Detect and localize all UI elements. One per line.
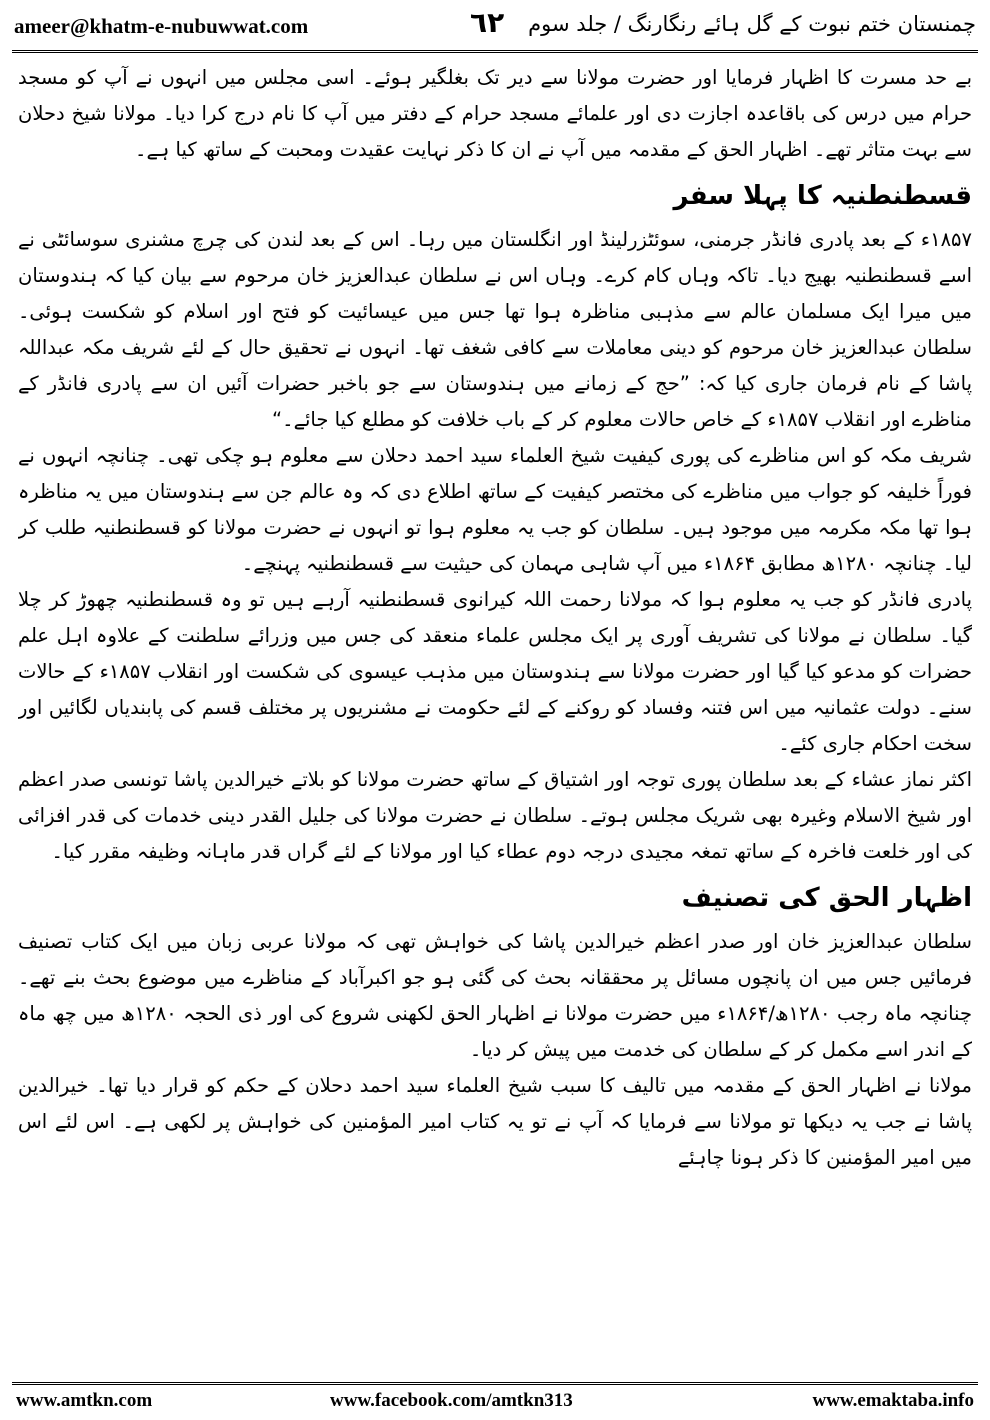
paragraph-2: ۱۸۵۷ء کے بعد پادری فانڈر جرمنی، سوئٹزرلینڈ اور انگلستان میں رہا۔ اس کے بعد لندن کی چرچ مشنری سوسائٹی نے اسے قسطنطنیہ بھیج دیا۔ تاکہ وہاں کام کرے۔ وہاں اس نے سلطان عبدالعزیز خان مرحوم سے بیان کیا کہ ہندوستان میں میرا ایک مسلمان عالم سے مذہبی مناظرہ ہوا تھا جس میں عیسائیت کو فتح اور اسلام کو شکست ہوئی۔ سلطان عبدالعزیز خان مرحوم کو دینی معاملات سے کافی شغف تھا۔ انہوں نے تحقیق حال کے لئے شریف مکہ عبداللہ پاشا کے نام فرمان جاری کیا کہ: ”حج کے زمانے میں ہندوستان سے جو باخبر حضرات آئیں ان سے پادری فانڈر کے مناظرے اور انقلاب ۱۸۵۷ء کے خاص حالات معلوم کر کے باب خلافت کو مطلع کیا جائے۔“	[18, 228, 972, 431]
header-divider	[12, 50, 978, 53]
footer-link-facebook[interactable]: www.facebook.com/amtkn313	[330, 1390, 573, 1411]
paragraph-4: پادری فانڈر کو جب یہ معلوم ہوا کہ مولانا رحمت اللہ کیرانوی قسطنطنیہ آرہے ہیں تو وہ قسطنطنیہ چھوڑ کر چلا گیا۔ سلطان نے مولانا کی تشریف آوری پر ایک مجلس علماء منعقد کی جس میں وزرائے سلطنت کے علاوہ اہل علم حضرات کو مدعو کیا گیا اور حضرت مولانا سے ہندوستان میں مذہب عیسوی کی شکست اور انقلاب ۱۸۵۷ء کے حالات سنے۔ دولت عثمانیہ میں اس فتنہ وفساد کو روکنے کے لئے حکومت نے مشنریوں پر مختلف قسم کی پابندیاں لگائیں اور سخت احکام جاری کئے۔	[18, 588, 972, 755]
page-footer	[0, 1386, 990, 1420]
footer-divider	[12, 1382, 978, 1385]
paragraph-3: شریف مکہ کو اس مناظرے کی پوری کیفیت شیخ العلماء سید احمد دحلان سے معلوم ہو چکی تھی۔ چنانچہ انہوں نے فوراً خلیفہ کو جواب میں مناظرے کی مختصر کیفیت کے ساتھ اطلاع دی کہ وہ عالم جن سے ہندوستان میں یہ مناظرہ ہوا تھا مکہ مکرمہ میں موجود ہیں۔ سلطان کو جب یہ معلوم ہوا تو انہوں نے حضرت مولانا کو قسطنطنیہ طلب کر لیا۔ چنانچہ ۱۲۸۰ھ مطابق ۱۸۶۴ء میں آپ شاہی مہمان کی حیثیت سے قسطنطنیہ پہنچے۔	[18, 444, 972, 575]
footer-link-emaktaba[interactable]: www.emaktaba.info	[812, 1390, 974, 1411]
section-heading-izhar-ul-haq: اظہار الحق کی تصنیف	[681, 883, 972, 913]
paragraph-1: بے حد مسرت کا اظہار فرمایا اور حضرت مولانا سے دیر تک بغلگیر ہوئے۔ اسی مجلس میں انہوں نے آپ کو مسجد حرام میں درس کی باقاعدہ اجازت دی اور علمائے مسجد حرام کے دفتر میں آپ کا نام درج کرا دیا۔ مولانا شیخ دحلان سے بہت متاثر تھے۔ اظہار الحق کے مقدمہ میں آپ نے ان کا ذکر نہایت عقیدت ومحبت کے ساتھ کیا ہے۔	[18, 66, 972, 161]
paragraph-6: سلطان عبدالعزیز خان اور صدر اعظم خیرالدین پاشا کی خواہش تھی کہ مولانا عربی زبان میں ایک کتاب تصنیف فرمائیں جس میں ان پانچوں مسائل پر محققانہ بحث کی گئی ہو جو اکبرآباد کے مناظرے میں موضوع بحث بنے تھے۔ چنانچہ ماہ رجب ۱۲۸۰ھ/۱۸۶۴ء میں حضرت مولانا نے اظہار الحق لکھنی شروع کی اور ذی الحجہ ۱۲۸۰ھ میں چھ ماہ کے اندر اسے مکمل کر کے سلطان کی خدمت میں پیش کر دیا۔	[18, 930, 972, 1061]
book-title: چمنستان ختم نبوت کے گل ہائے رنگارنگ / جلد سوم	[528, 12, 976, 36]
paragraph-7: مولانا نے اظہار الحق کے مقدمہ میں تالیف کا سبب شیخ العلماء سید احمد دحلان کے حکم کو قرار دیا تھا۔ خیرالدین پاشا نے جب یہ دیکھا تو مولانا سے فرمایا کہ آپ نے تو یہ کتاب امیر المؤمنین کی خواہش پر لکھی ہے۔ اس لئے اس میں امیر المؤمنین کا ذکر ہونا چاہئے	[18, 1074, 972, 1169]
page-header	[0, 0, 990, 56]
page-number: ٦٢	[470, 6, 505, 39]
page-body	[18, 60, 972, 1376]
footer-link-amtkn[interactable]: www.amtkn.com	[16, 1390, 153, 1411]
header-email: ameer@khatm-e-nubuwwat.com	[14, 14, 309, 38]
paragraph-5: اکثر نماز عشاء کے بعد سلطان پوری توجہ اور اشتیاق کے ساتھ حضرت مولانا کو بلاتے خیرالدین پاشا تونسی صدر اعظم اور شیخ الاسلام وغیرہ بھی شریک مجلس ہوتے۔ سلطان نے حضرت مولانا کی جلیل القدر دینی خدمات کی قدر افزائی کی اور خلعت فاخرہ کے ساتھ تمغہ مجیدی درجہ دوم عطاء کیا اور مولانا کے لئے گراں قدر ماہانہ وظیفہ مقرر کیا۔	[18, 768, 972, 863]
section-heading-first-journey: قسطنطنیہ کا پہلا سفر	[673, 181, 972, 211]
